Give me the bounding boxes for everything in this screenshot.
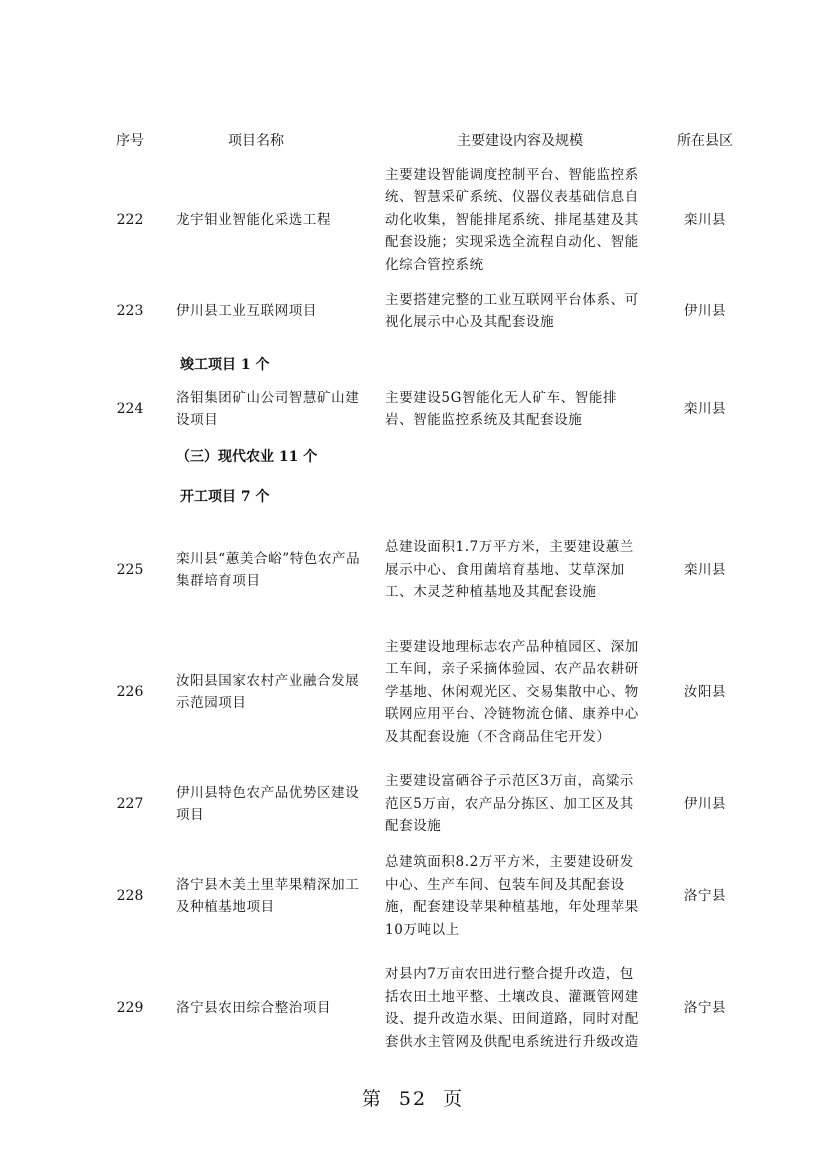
row-county: 汝阳县	[683, 683, 727, 700]
row-content: 主要搭建完整的工业互联网平台体系、可视化展示中心及其配套设施	[385, 291, 639, 330]
row-num: 222	[116, 212, 144, 228]
row-county: 伊川县	[683, 795, 727, 812]
row-content: 对县内7万亩农田进行整合提升改造，包括农田土地平整、土壤改良、灌溉管网建设、提升改造水渠、田间道路，同时对配套供水主管网及供配电系统进行升级改造	[385, 966, 639, 1050]
row-name: 洛钼集团矿山公司智慧矿山建设项目	[176, 389, 360, 428]
row-county: 栾川县	[683, 400, 727, 417]
row-county: 洛宁县	[683, 887, 727, 904]
row-name: 伊川县特色农产品优势区建设项目	[176, 784, 360, 823]
row-num: 224	[116, 401, 144, 417]
section-start	[0, 484, 826, 508]
section-agriculture	[0, 444, 826, 468]
row-content: 主要建设地理标志农产品种植园区、深加工车间，亲子采摘体验园、农产品农耕研学基地、休闲观光区、交易集散中心、物联网应用平台、冷链物流仓储、康养中心及其配套设施（不含商品住宅开发）	[385, 638, 639, 745]
table-row	[0, 624, 826, 760]
table-row	[0, 288, 826, 334]
row-content: 主要建设5G智能化无人矿车、智能排岩、智能监控系统及其配套设施	[385, 389, 618, 428]
row-name: 栾川县“蕙美合峪”特色农产品集群培育项目	[176, 550, 361, 589]
row-county: 栾川县	[683, 561, 727, 578]
section-completed	[0, 352, 826, 376]
table-row	[0, 770, 826, 838]
header-content: 主要建设内容及规模	[457, 133, 583, 149]
row-content: 主要建设富硒谷子示范区3万亩，高粱示范区5万亩，农产品分拣区、加工区及其配套设施	[385, 773, 634, 835]
row-content: 总建筑面积8.2万平方米，主要建设研发中心、生产车间、包装车间及其配套设施，配套建设苹果种植基地，年处理苹果10万吨以上	[385, 854, 639, 938]
row-name: 龙宇钼业智能化采选工程	[176, 211, 332, 228]
table-row	[0, 386, 826, 432]
row-county: 栾川县	[683, 211, 727, 228]
row-num: 228	[116, 888, 144, 904]
row-name: 洛宁县木美土里苹果精深加工及种植基地项目	[176, 876, 360, 915]
header-num: 序号	[116, 133, 144, 149]
page-number: 第 52 页	[361, 1088, 465, 1110]
row-name: 洛宁县农田综合整治项目	[176, 999, 332, 1016]
section-label: （三）现代农业 11 个	[176, 449, 318, 465]
table-row	[0, 850, 826, 942]
section-label: 竣工项目 1 个	[180, 357, 270, 373]
row-num: 229	[116, 1000, 144, 1016]
row-num: 225	[116, 562, 144, 578]
row-num: 227	[116, 796, 144, 812]
table-row	[0, 164, 826, 276]
row-name: 伊川县工业互联网项目	[176, 302, 317, 319]
row-county: 洛宁县	[683, 999, 727, 1016]
row-num: 223	[116, 303, 144, 319]
row-num: 226	[116, 684, 144, 700]
row-county: 伊川县	[683, 302, 727, 319]
table-header	[0, 128, 826, 152]
table-row	[0, 524, 826, 616]
row-content: 主要建设智能调度控制平台、智能监控系统、智慧采矿系统、仪器仪表基础信息自动化收集，智能排尾系统、排尾基建及其配套设施；实现采选全流程自动化、智能化综合管控系统	[385, 166, 639, 273]
table-row	[0, 952, 826, 1064]
header-name: 项目名称	[228, 133, 284, 149]
row-content: 总建设面积1.7万平方米，主要建设蕙兰展示中心、食用菌培育基地、艾草深加工、木灵芝种植基地及其配套设施	[385, 539, 634, 601]
section-label: 开工项目 7 个	[180, 489, 270, 505]
row-name: 汝阳县国家农村产业融合发展示范园项目	[176, 672, 360, 711]
header-county: 所在县区	[677, 133, 733, 149]
